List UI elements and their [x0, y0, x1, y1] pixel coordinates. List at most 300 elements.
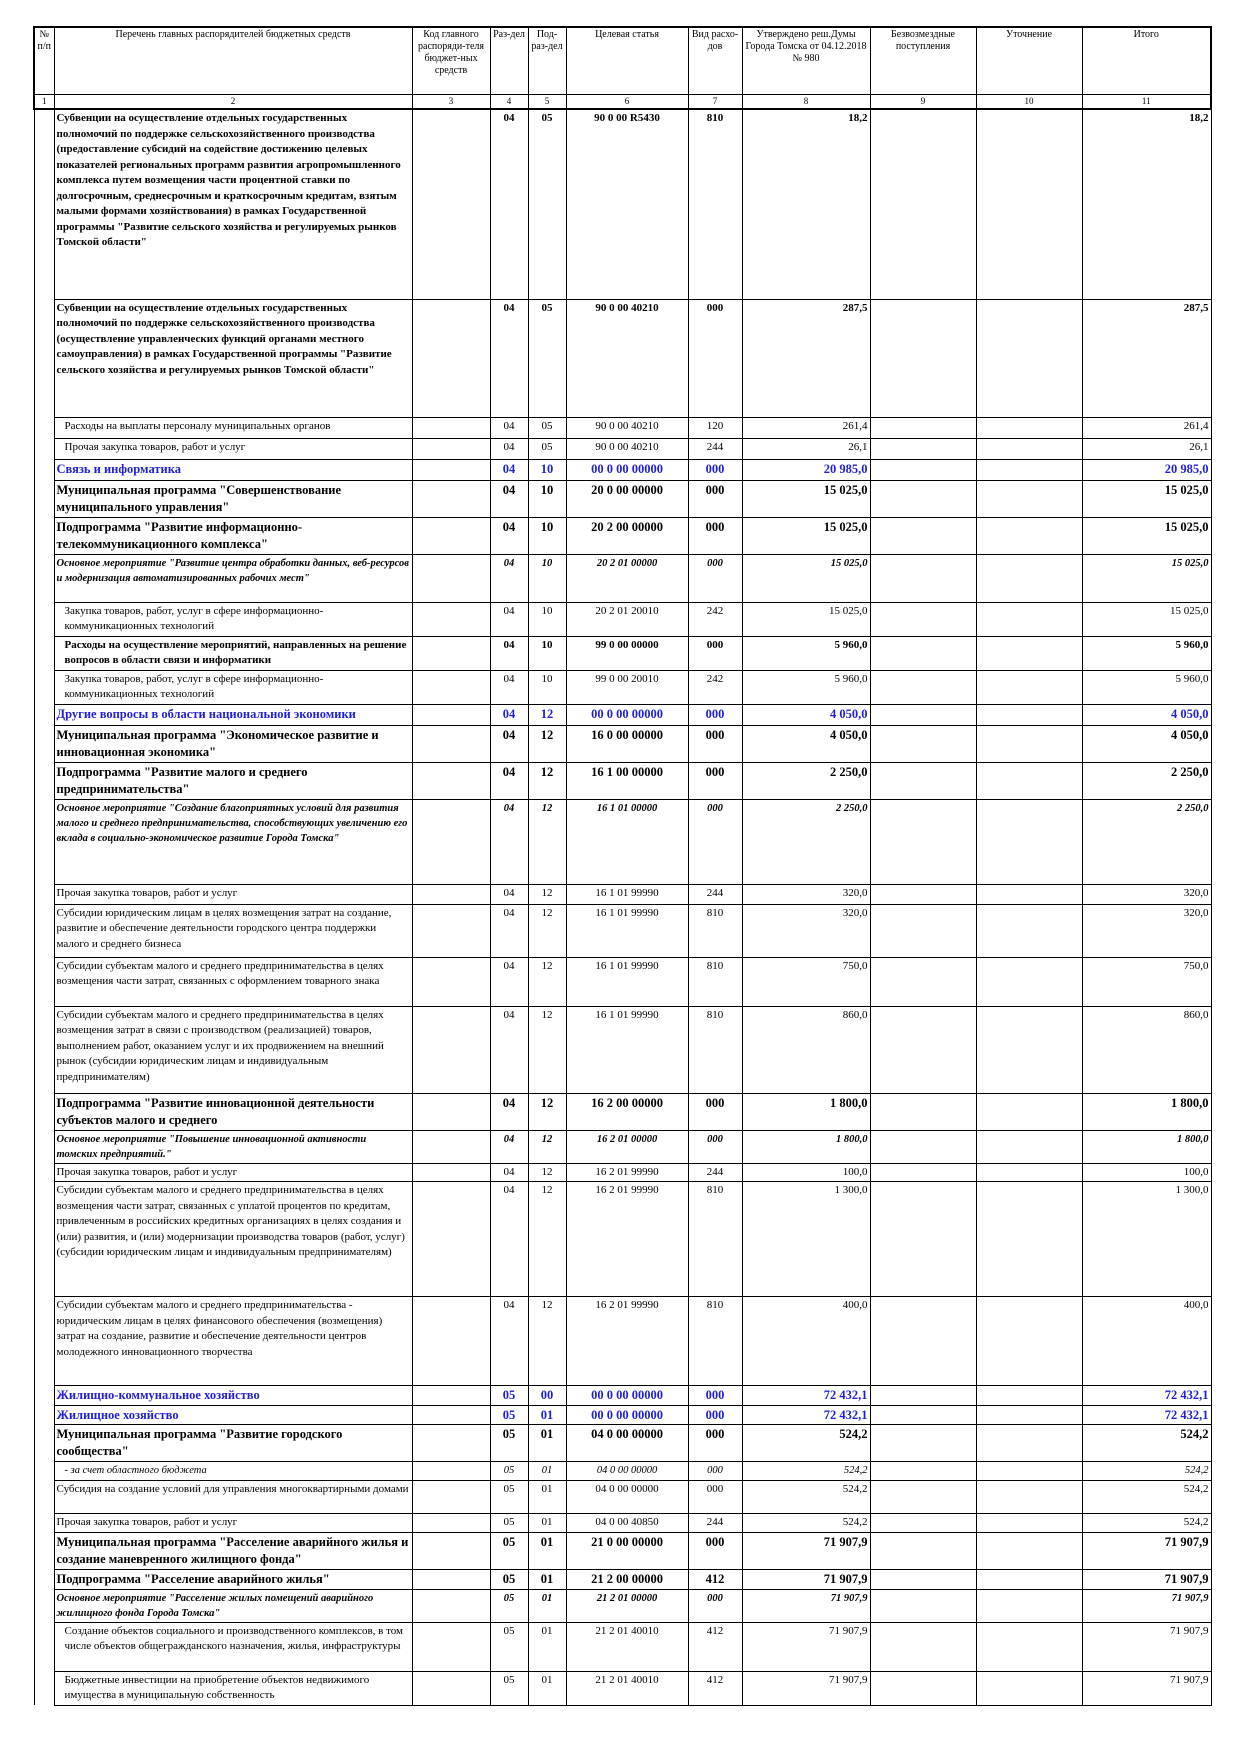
row-code — [412, 299, 490, 417]
row-vid: 244 — [688, 438, 742, 459]
row-number — [34, 517, 54, 554]
column-header: Раз-дел — [490, 27, 528, 95]
row-approved: 71 907,9 — [742, 1671, 870, 1705]
row-vid: 000 — [688, 517, 742, 554]
row-name: Расходы на осуществление мероприятий, направленных на решение вопросов в области связи и информатики — [54, 636, 412, 670]
table-row — [34, 704, 1211, 725]
row-razdel: 05 — [490, 1532, 528, 1569]
table-row — [34, 762, 1211, 799]
row-name: Субсидии субъектам малого и среднего предпринимательства в целях возмещения затрат в связи с производством (реализацией) товаров, выполнением работ, оказанием услуг и их продвижением на внешний рынок (субсидии юридическим лицам и индивидуальным предпринимателям) — [54, 1006, 412, 1093]
table-row — [34, 1481, 1211, 1514]
row-article: 16 1 01 99990 — [566, 957, 688, 1006]
row-article: 16 2 01 99990 — [566, 1297, 688, 1386]
row-podrazdel: 00 — [528, 1386, 566, 1406]
row-vid: 000 — [688, 1130, 742, 1163]
row-code — [412, 957, 490, 1006]
row-name: Муниципальная программа "Развитие городского сообщества" — [54, 1425, 412, 1462]
row-number — [34, 725, 54, 762]
row-number — [34, 1163, 54, 1182]
row-free — [870, 1386, 976, 1406]
row-number — [34, 1622, 54, 1671]
row-vid: 000 — [688, 1386, 742, 1406]
table-row — [34, 554, 1211, 602]
row-number — [34, 299, 54, 417]
row-free — [870, 480, 976, 517]
row-code — [412, 1462, 490, 1481]
row-number — [34, 480, 54, 517]
row-article: 16 2 00 00000 — [566, 1093, 688, 1130]
row-free — [870, 957, 976, 1006]
column-number: 1 — [34, 95, 54, 110]
table-row — [34, 417, 1211, 438]
row-razdel: 04 — [490, 1130, 528, 1163]
row-name: Прочая закупка товаров, работ и услуг — [54, 1163, 412, 1182]
row-total: 524,2 — [1082, 1481, 1211, 1514]
table-row — [34, 1297, 1211, 1386]
row-article: 99 0 00 20010 — [566, 670, 688, 704]
row-vid: 242 — [688, 602, 742, 636]
row-podrazdel: 12 — [528, 957, 566, 1006]
row-number — [34, 554, 54, 602]
row-number — [34, 1386, 54, 1406]
row-article: 21 0 00 00000 — [566, 1532, 688, 1569]
row-approved: 71 907,9 — [742, 1569, 870, 1589]
row-vid: 000 — [688, 480, 742, 517]
row-free — [870, 1514, 976, 1533]
row-number — [34, 1297, 54, 1386]
row-code — [412, 1671, 490, 1705]
row-total: 26,1 — [1082, 438, 1211, 459]
row-number — [34, 762, 54, 799]
row-razdel: 04 — [490, 704, 528, 725]
row-razdel: 04 — [490, 636, 528, 670]
row-number — [34, 1671, 54, 1705]
column-number: 7 — [688, 95, 742, 110]
row-number — [34, 417, 54, 438]
row-total: 1 800,0 — [1082, 1130, 1211, 1163]
row-article: 90 0 00 40210 — [566, 299, 688, 417]
row-number — [34, 1481, 54, 1514]
row-article: 90 0 00 R5430 — [566, 109, 688, 299]
row-approved: 860,0 — [742, 1006, 870, 1093]
row-article: 16 1 01 00000 — [566, 799, 688, 884]
row-podrazdel: 12 — [528, 799, 566, 884]
row-article: 16 2 01 99990 — [566, 1163, 688, 1182]
row-approved: 2 250,0 — [742, 762, 870, 799]
row-podrazdel: 01 — [528, 1671, 566, 1705]
row-razdel: 04 — [490, 109, 528, 299]
row-clarification — [976, 1514, 1082, 1533]
row-approved: 2 250,0 — [742, 799, 870, 884]
row-number — [34, 1182, 54, 1297]
row-vid: 000 — [688, 1093, 742, 1130]
row-razdel: 04 — [490, 602, 528, 636]
budget-table — [33, 26, 1212, 1706]
row-approved: 72 432,1 — [742, 1406, 870, 1425]
row-code — [412, 459, 490, 480]
table-row — [34, 1671, 1211, 1705]
row-podrazdel: 01 — [528, 1622, 566, 1671]
row-code — [412, 1182, 490, 1297]
row-podrazdel: 05 — [528, 417, 566, 438]
row-clarification — [976, 1462, 1082, 1481]
row-number — [34, 1514, 54, 1533]
row-podrazdel: 01 — [528, 1532, 566, 1569]
row-article: 00 0 00 00000 — [566, 1386, 688, 1406]
table-row — [34, 799, 1211, 884]
row-approved: 287,5 — [742, 299, 870, 417]
row-clarification — [976, 1532, 1082, 1569]
row-podrazdel: 01 — [528, 1406, 566, 1425]
header-row — [34, 27, 1211, 95]
row-name: Основное мероприятие "Развитие центра обработки данных, веб-ресурсов и модернизация автоматизированных рабочих мест" — [54, 554, 412, 602]
row-podrazdel: 12 — [528, 1006, 566, 1093]
row-code — [412, 554, 490, 602]
row-total: 5 960,0 — [1082, 670, 1211, 704]
row-code — [412, 417, 490, 438]
column-number: 11 — [1082, 95, 1211, 110]
row-name: Муниципальная программа "Совершенствование муниципального управления" — [54, 480, 412, 517]
row-total: 261,4 — [1082, 417, 1211, 438]
row-free — [870, 762, 976, 799]
table-row — [34, 602, 1211, 636]
row-total: 1 300,0 — [1082, 1182, 1211, 1297]
table-row — [34, 1514, 1211, 1533]
row-article: 04 0 00 00000 — [566, 1425, 688, 1462]
row-razdel: 05 — [490, 1406, 528, 1425]
column-number: 2 — [54, 95, 412, 110]
table-row — [34, 517, 1211, 554]
row-vid: 000 — [688, 1532, 742, 1569]
row-vid: 000 — [688, 299, 742, 417]
row-podrazdel: 10 — [528, 670, 566, 704]
table-row — [34, 438, 1211, 459]
row-razdel: 04 — [490, 299, 528, 417]
row-approved: 524,2 — [742, 1425, 870, 1462]
row-vid: 244 — [688, 1163, 742, 1182]
row-approved: 4 050,0 — [742, 704, 870, 725]
row-razdel: 04 — [490, 517, 528, 554]
row-podrazdel: 12 — [528, 1297, 566, 1386]
row-razdel: 04 — [490, 904, 528, 957]
table-row — [34, 1182, 1211, 1297]
column-header: Безвозмездные поступления — [870, 27, 976, 95]
column-header: Код главного распоряди-теля бюджет-ных средств — [412, 27, 490, 95]
row-name: Расходы на выплаты персоналу муниципальных органов — [54, 417, 412, 438]
row-total: 15 025,0 — [1082, 517, 1211, 554]
row-total: 1 800,0 — [1082, 1093, 1211, 1130]
row-total: 320,0 — [1082, 884, 1211, 904]
column-number: 5 — [528, 95, 566, 110]
row-number — [34, 1589, 54, 1622]
row-article: 00 0 00 00000 — [566, 459, 688, 480]
row-approved: 15 025,0 — [742, 517, 870, 554]
row-free — [870, 725, 976, 762]
row-podrazdel: 01 — [528, 1514, 566, 1533]
row-name: Основное мероприятие "Повышение инновационной активности томских предприятий." — [54, 1130, 412, 1163]
row-approved: 1 300,0 — [742, 1182, 870, 1297]
column-header: Перечень главных распорядителей бюджетных средств — [54, 27, 412, 95]
row-free — [870, 704, 976, 725]
row-name: Субсидии субъектам малого и среднего предпринимательства - юридическим лицам в целях финансового обеспечения (возмещения) затрат на создание, развитие и обеспечение деятельности центров молодежного инновационного творчества — [54, 1297, 412, 1386]
row-razdel: 04 — [490, 725, 528, 762]
row-free — [870, 1297, 976, 1386]
row-number — [34, 904, 54, 957]
column-number: 4 — [490, 95, 528, 110]
row-approved: 524,2 — [742, 1514, 870, 1533]
table-row — [34, 884, 1211, 904]
row-free — [870, 884, 976, 904]
row-free — [870, 299, 976, 417]
row-code — [412, 670, 490, 704]
row-free — [870, 602, 976, 636]
row-free — [870, 517, 976, 554]
row-podrazdel: 05 — [528, 438, 566, 459]
row-approved: 18,2 — [742, 109, 870, 299]
row-free — [870, 1622, 976, 1671]
row-clarification — [976, 417, 1082, 438]
row-number — [34, 636, 54, 670]
row-number — [34, 1462, 54, 1481]
row-article: 04 0 00 40850 — [566, 1514, 688, 1533]
row-approved: 400,0 — [742, 1297, 870, 1386]
row-free — [870, 1425, 976, 1462]
row-code — [412, 884, 490, 904]
row-name: Прочая закупка товаров, работ и услуг — [54, 884, 412, 904]
row-total: 15 025,0 — [1082, 480, 1211, 517]
row-name: Субсидии субъектам малого и среднего предпринимательства в целях возмещения части затрат, связанных с оформлением товарного знака — [54, 957, 412, 1006]
row-article: 20 2 01 20010 — [566, 602, 688, 636]
row-approved: 71 907,9 — [742, 1532, 870, 1569]
row-free — [870, 1481, 976, 1514]
row-razdel: 04 — [490, 799, 528, 884]
row-total: 524,2 — [1082, 1514, 1211, 1533]
row-podrazdel: 10 — [528, 517, 566, 554]
row-clarification — [976, 1130, 1082, 1163]
row-clarification — [976, 1622, 1082, 1671]
row-approved: 261,4 — [742, 417, 870, 438]
row-number — [34, 884, 54, 904]
row-free — [870, 554, 976, 602]
row-approved: 320,0 — [742, 904, 870, 957]
column-header: № п/п — [34, 27, 54, 95]
table-row — [34, 1532, 1211, 1569]
row-name: Подпрограмма "Развитие малого и среднего предпринимательства" — [54, 762, 412, 799]
row-code — [412, 704, 490, 725]
row-razdel: 04 — [490, 884, 528, 904]
row-total: 524,2 — [1082, 1462, 1211, 1481]
row-free — [870, 904, 976, 957]
row-approved: 71 907,9 — [742, 1622, 870, 1671]
row-approved: 100,0 — [742, 1163, 870, 1182]
row-code — [412, 438, 490, 459]
row-total: 71 907,9 — [1082, 1622, 1211, 1671]
column-header: Итого — [1082, 27, 1211, 95]
row-number — [34, 1093, 54, 1130]
row-total: 524,2 — [1082, 1425, 1211, 1462]
row-code — [412, 762, 490, 799]
row-approved: 26,1 — [742, 438, 870, 459]
row-free — [870, 1093, 976, 1130]
row-clarification — [976, 1163, 1082, 1182]
row-razdel: 04 — [490, 1093, 528, 1130]
row-free — [870, 1462, 976, 1481]
row-name: Субвенции на осуществление отдельных государственных полномочий по поддержке сельскохозяйственного производства (предоставление субсидий на содействие достижению целевых показателей региональных программ развития агропромышленного комплекса путем возмещения части процентной ставки по долгосрочным, среднесрочным и краткосрочным кредитам, взятым малыми формами хозяйствования) в рамках Государственной программы "Развитие сельского хозяйства и регулируемых рынков Томской области" — [54, 109, 412, 299]
row-number — [34, 109, 54, 299]
row-article: 90 0 00 40210 — [566, 417, 688, 438]
row-podrazdel: 12 — [528, 904, 566, 957]
row-podrazdel: 12 — [528, 704, 566, 725]
row-vid: 000 — [688, 762, 742, 799]
row-number — [34, 438, 54, 459]
row-podrazdel: 12 — [528, 884, 566, 904]
row-article: 20 2 00 00000 — [566, 517, 688, 554]
column-number: 9 — [870, 95, 976, 110]
row-approved: 524,2 — [742, 1481, 870, 1514]
row-code — [412, 725, 490, 762]
row-number — [34, 1130, 54, 1163]
row-podrazdel: 01 — [528, 1462, 566, 1481]
row-free — [870, 1532, 976, 1569]
row-number — [34, 1569, 54, 1589]
row-clarification — [976, 109, 1082, 299]
row-razdel: 04 — [490, 438, 528, 459]
row-name: Подпрограмма "Развитие информационно-телекоммуникационного комплекса" — [54, 517, 412, 554]
row-razdel: 05 — [490, 1386, 528, 1406]
row-name: Прочая закупка товаров, работ и услуг — [54, 1514, 412, 1533]
table-row — [34, 459, 1211, 480]
row-clarification — [976, 1297, 1082, 1386]
row-razdel: 04 — [490, 480, 528, 517]
row-podrazdel: 12 — [528, 762, 566, 799]
row-article: 21 2 01 40010 — [566, 1622, 688, 1671]
row-code — [412, 1297, 490, 1386]
row-name: Жилищно-коммунальное хозяйство — [54, 1386, 412, 1406]
row-article: 16 1 01 99990 — [566, 904, 688, 957]
row-razdel: 04 — [490, 670, 528, 704]
row-approved: 72 432,1 — [742, 1386, 870, 1406]
column-header: Вид расхо-дов — [688, 27, 742, 95]
table-row — [34, 670, 1211, 704]
row-razdel: 04 — [490, 762, 528, 799]
row-code — [412, 1163, 490, 1182]
column-header: Под-раз-дел — [528, 27, 566, 95]
table-row — [34, 1622, 1211, 1671]
row-total: 18,2 — [1082, 109, 1211, 299]
table-row — [34, 1462, 1211, 1481]
row-approved: 20 985,0 — [742, 459, 870, 480]
table-row — [34, 480, 1211, 517]
row-total: 20 985,0 — [1082, 459, 1211, 480]
row-podrazdel: 12 — [528, 1182, 566, 1297]
row-total: 71 907,9 — [1082, 1671, 1211, 1705]
row-clarification — [976, 884, 1082, 904]
row-name: Субсидии юридическим лицам в целях возмещения затрат на создание, развитие и обеспечение деятельности городского центра поддержки малого и среднего бизнеса — [54, 904, 412, 957]
row-article: 16 2 01 99990 — [566, 1182, 688, 1297]
table-header — [34, 27, 1211, 109]
row-article: 90 0 00 40210 — [566, 438, 688, 459]
table-row — [34, 957, 1211, 1006]
row-total: 2 250,0 — [1082, 799, 1211, 884]
table-row — [34, 636, 1211, 670]
row-free — [870, 636, 976, 670]
row-article: 20 2 01 00000 — [566, 554, 688, 602]
row-free — [870, 799, 976, 884]
row-free — [870, 438, 976, 459]
row-clarification — [976, 1671, 1082, 1705]
row-approved: 15 025,0 — [742, 602, 870, 636]
row-article: 16 0 00 00000 — [566, 725, 688, 762]
row-clarification — [976, 957, 1082, 1006]
row-clarification — [976, 704, 1082, 725]
row-number — [34, 1406, 54, 1425]
row-clarification — [976, 1569, 1082, 1589]
row-code — [412, 602, 490, 636]
row-code — [412, 1622, 490, 1671]
row-clarification — [976, 602, 1082, 636]
row-podrazdel: 05 — [528, 109, 566, 299]
row-vid: 000 — [688, 725, 742, 762]
row-total: 2 250,0 — [1082, 762, 1211, 799]
row-free — [870, 417, 976, 438]
row-free — [870, 1589, 976, 1622]
row-code — [412, 1006, 490, 1093]
row-article: 99 0 00 00000 — [566, 636, 688, 670]
row-clarification — [976, 1006, 1082, 1093]
row-vid: 000 — [688, 554, 742, 602]
row-free — [870, 670, 976, 704]
row-name: Основное мероприятие "Создание благоприятных условий для развития малого и среднего предпринимательства, способствующих увеличению его вклада в социально-экономическое развитие Города Томска" — [54, 799, 412, 884]
row-code — [412, 1093, 490, 1130]
row-podrazdel: 12 — [528, 725, 566, 762]
row-code — [412, 1406, 490, 1425]
table-row — [34, 725, 1211, 762]
row-podrazdel: 10 — [528, 636, 566, 670]
row-name: Субвенции на осуществление отдельных государственных полномочий по поддержке сельскохозяйственного производства (осуществление управленческих функций органами местного самоуправления) в рамках Государственной программы "Развитие сельского хозяйства и регулируемых рынков Томской области" — [54, 299, 412, 417]
row-razdel: 04 — [490, 1182, 528, 1297]
row-vid: 810 — [688, 1006, 742, 1093]
row-podrazdel: 12 — [528, 1093, 566, 1130]
row-code — [412, 1514, 490, 1533]
column-header: Целевая статья — [566, 27, 688, 95]
row-code — [412, 1532, 490, 1569]
row-number — [34, 1532, 54, 1569]
row-clarification — [976, 670, 1082, 704]
row-free — [870, 1671, 976, 1705]
row-razdel: 05 — [490, 1462, 528, 1481]
column-number-row — [34, 95, 1211, 110]
row-razdel: 05 — [490, 1514, 528, 1533]
budget-table-sheet — [33, 26, 1210, 1706]
row-article: 04 0 00 00000 — [566, 1481, 688, 1514]
row-clarification — [976, 725, 1082, 762]
row-podrazdel: 10 — [528, 602, 566, 636]
row-name: Основное мероприятие "Расселение жилых помещений аварийного жилищного фонда Города Томска" — [54, 1589, 412, 1622]
column-number: 8 — [742, 95, 870, 110]
row-number — [34, 602, 54, 636]
row-vid: 412 — [688, 1671, 742, 1705]
row-article: 04 0 00 00000 — [566, 1462, 688, 1481]
row-name: Создание объектов социального и производственного комплексов, в том числе объектов общегражданского назначения, жилья, инфраструктуры — [54, 1622, 412, 1671]
row-code — [412, 636, 490, 670]
row-name: Муниципальная программа "Экономическое развитие и инновационная экономика" — [54, 725, 412, 762]
row-total: 860,0 — [1082, 1006, 1211, 1093]
table-row — [34, 1163, 1211, 1182]
row-number — [34, 957, 54, 1006]
table-row — [34, 109, 1211, 299]
row-code — [412, 1569, 490, 1589]
row-total: 15 025,0 — [1082, 554, 1211, 602]
